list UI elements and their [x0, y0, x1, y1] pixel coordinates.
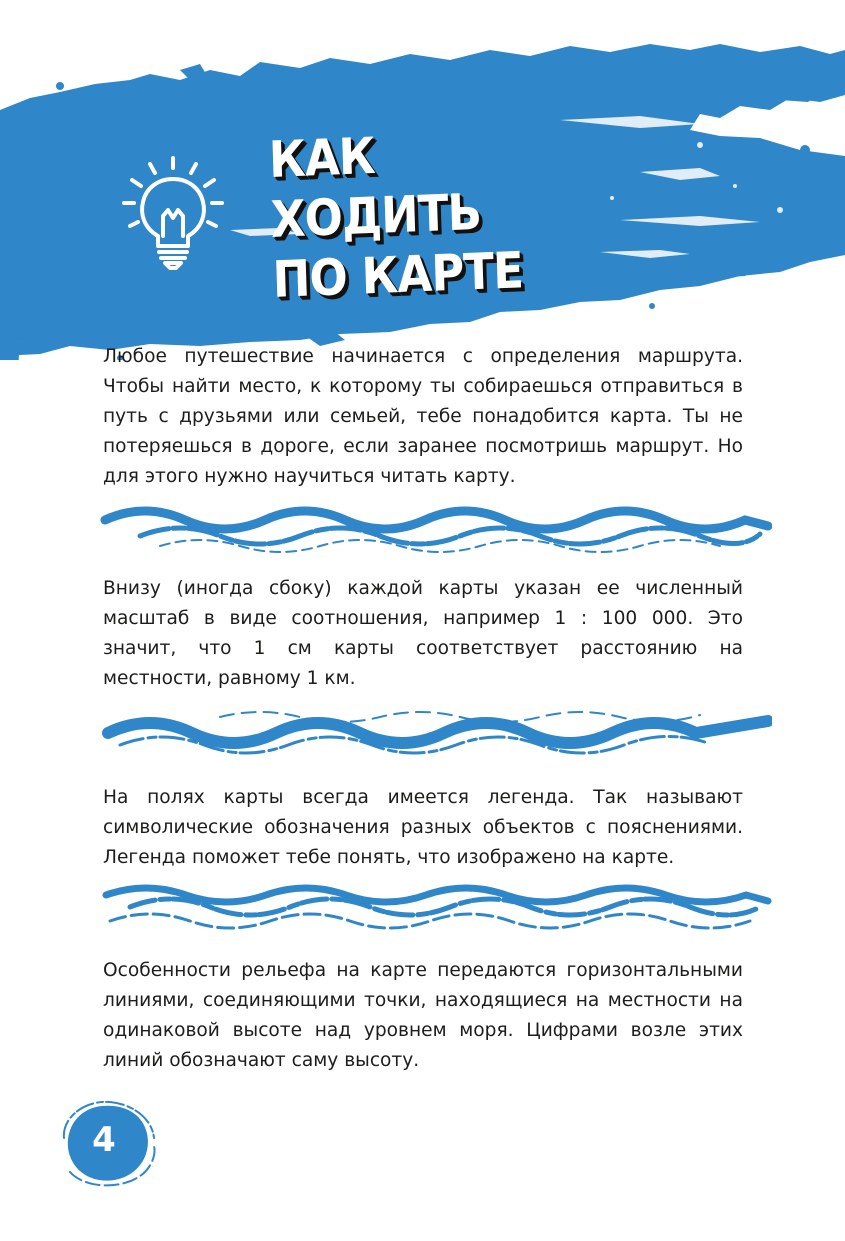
page-title-line-2: ПО КАРТЕ — [271, 241, 524, 309]
wave-divider-icon — [100, 877, 772, 933]
page-number: 4 — [92, 1120, 116, 1160]
paragraph-scale: Внизу (иногда сбоку) каждой карты указан ее численный масштаб в виде соотношения, например 1 : 100 000. Это значит, что 1 см карты соответствует расстоянию на местности, равному 1 км. — [103, 578, 743, 689]
paragraph-relief: Особенности рельефа на карте передаются горизонтальными линиями, соединяющими точки, находящиеся на местности на одинаковой высоте над уровнем моря. Цифрами возле этих линий обозначают саму высоту. — [103, 960, 743, 1071]
paragraph-route: Любое путешествие начинается с определения маршрута. Чтобы найти место, к которому ты собираешься отправиться в путь с друзьями или семьей, тебе понадобится карта. Ты не потеряешься в дороге, если заранее посмотришь маршрут. Но для этого нужно научиться читать карту. — [103, 346, 743, 487]
page-title — [268, 117, 597, 309]
page-title-line-1: КАК ХОДИТЬ — [268, 126, 482, 249]
lightbulb-icon — [118, 148, 228, 273]
wave-divider-icon — [100, 703, 772, 759]
paragraph-legend: На полях карты всегда имеется легенда. Так называют символические обозначения разных объектов с пояснениями. Легенда поможет тебе понять, что изображено на карте. — [103, 787, 743, 868]
wave-divider-icon — [100, 500, 772, 556]
